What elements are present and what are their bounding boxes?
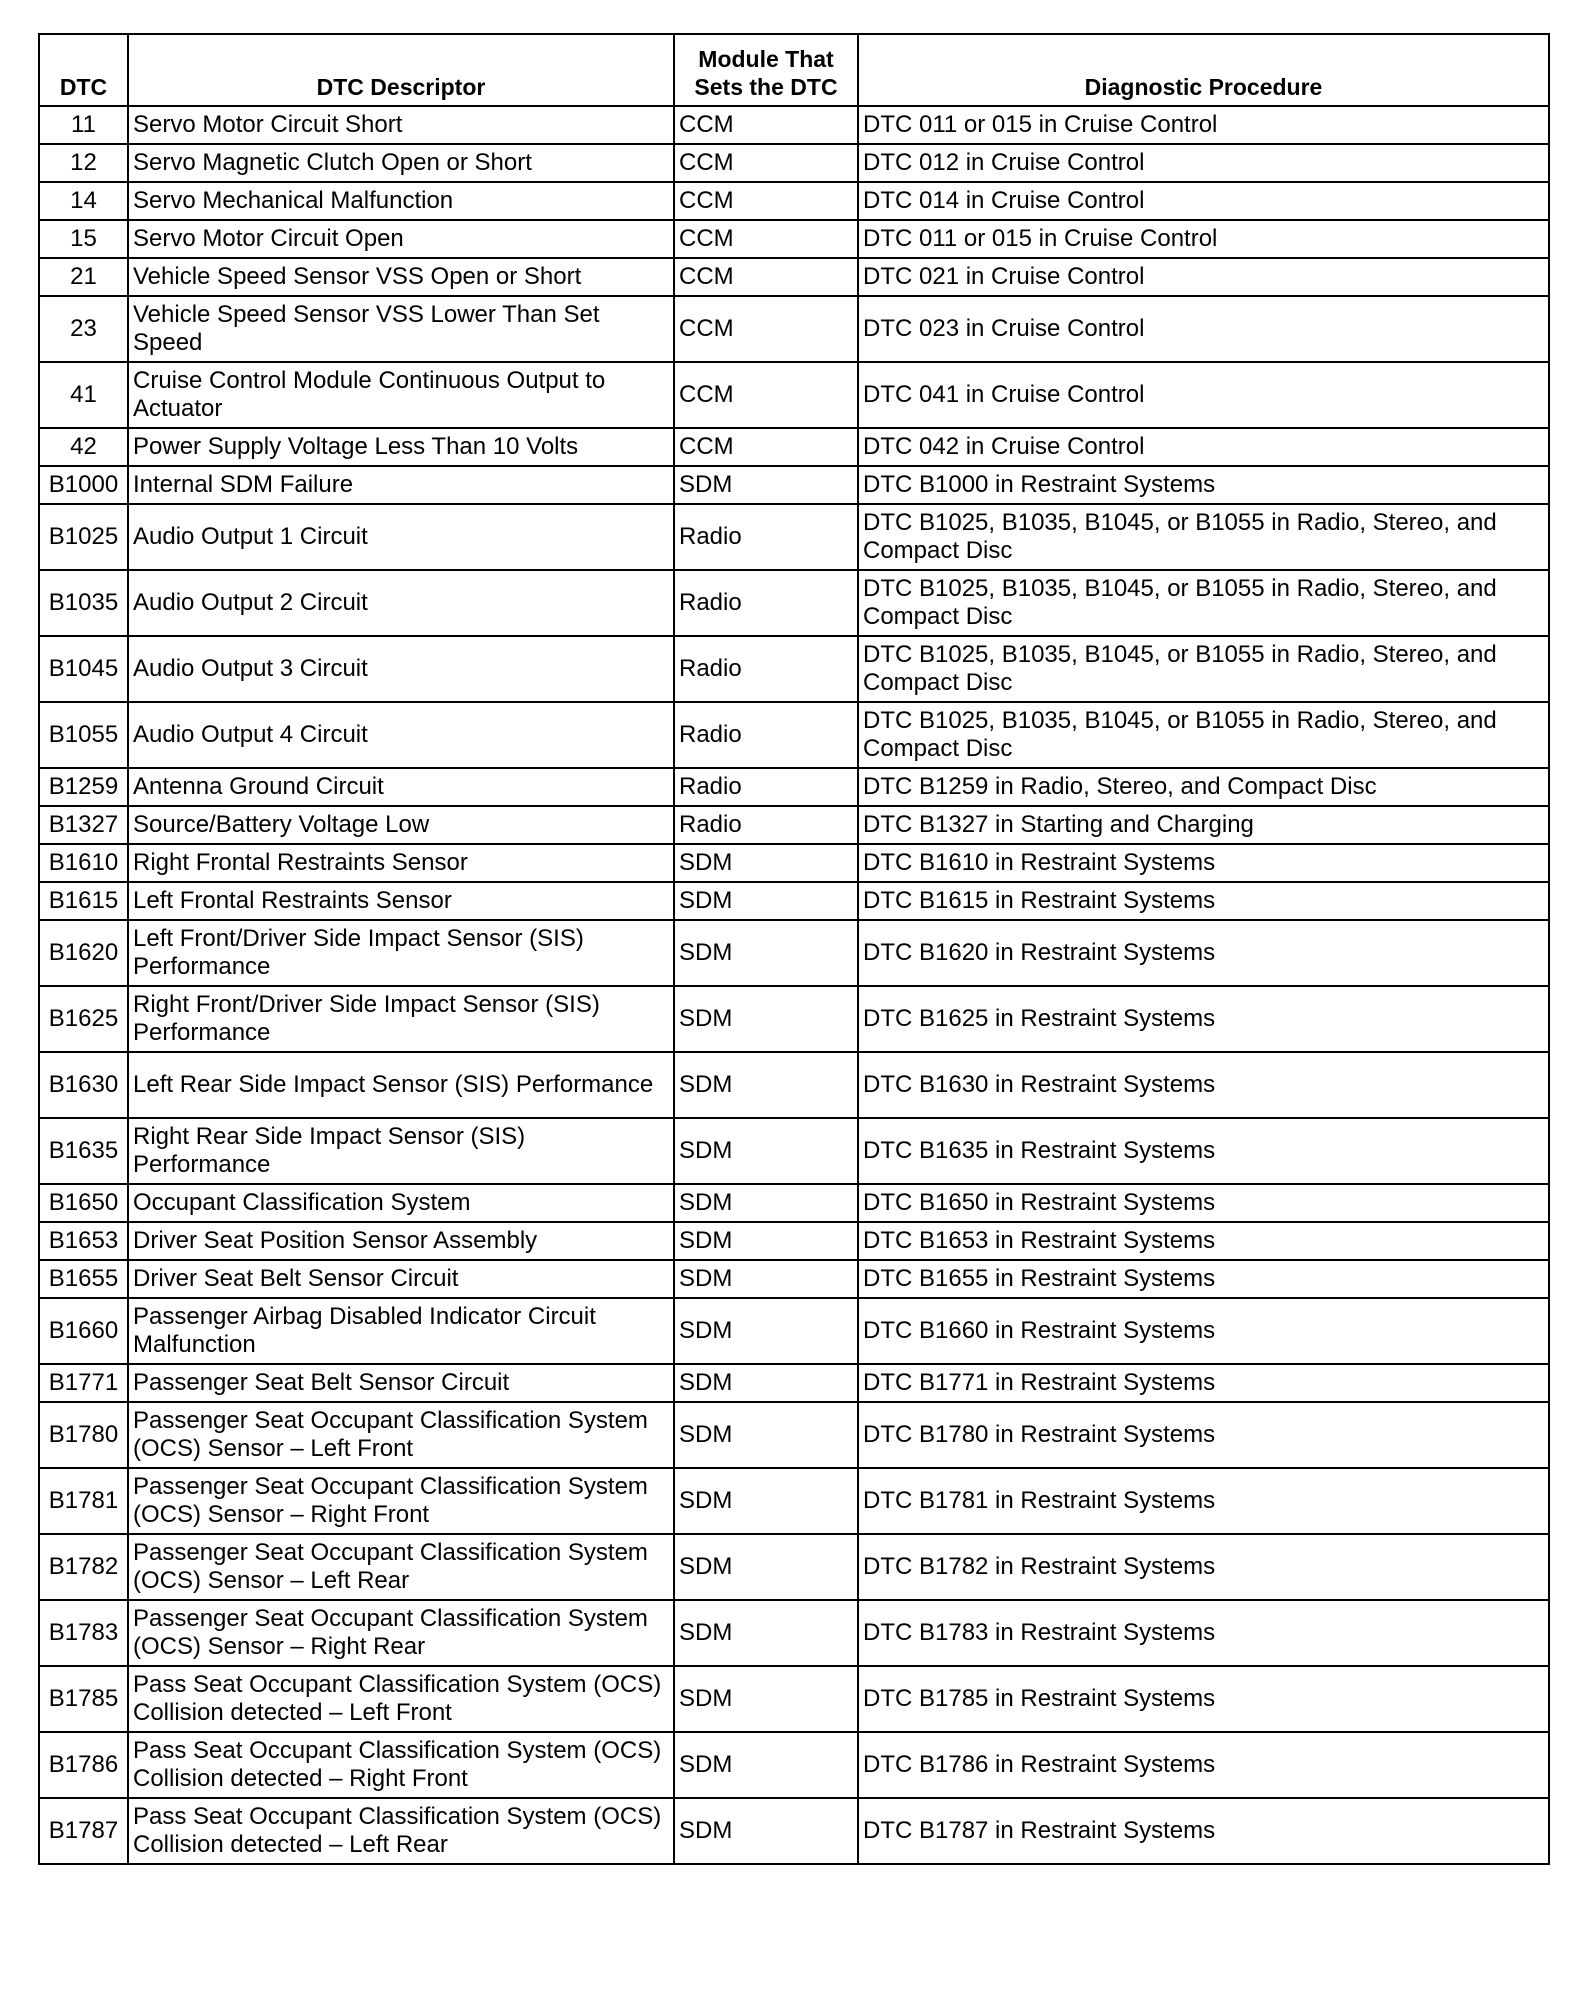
header-descriptor: DTC Descriptor bbox=[128, 34, 674, 106]
module-cell: SDM bbox=[674, 1052, 858, 1118]
procedure-cell: DTC B1615 in Restraint Systems bbox=[858, 882, 1549, 920]
table-row bbox=[39, 702, 1549, 768]
dtc-descriptor-cell: Right Frontal Restraints Sensor bbox=[128, 844, 674, 882]
module-cell: SDM bbox=[674, 844, 858, 882]
procedure-cell: DTC B1787 in Restraint Systems bbox=[858, 1798, 1549, 1864]
procedure-cell: DTC 012 in Cruise Control bbox=[858, 144, 1549, 182]
header-module-line1: Module That bbox=[698, 46, 834, 72]
procedure-cell: DTC B1780 in Restraint Systems bbox=[858, 1402, 1549, 1468]
table-row bbox=[39, 1222, 1549, 1260]
procedure-cell: DTC B1025, B1035, B1045, or B1055 in Radio, Stereo, and Compact Disc bbox=[858, 504, 1549, 570]
procedure-cell: DTC B1000 in Restraint Systems bbox=[858, 466, 1549, 504]
table-row bbox=[39, 882, 1549, 920]
dtc-descriptor-cell: Internal SDM Failure bbox=[128, 466, 674, 504]
dtc-code-cell: B1786 bbox=[39, 1732, 128, 1798]
procedure-cell: DTC B1327 in Starting and Charging bbox=[858, 806, 1549, 844]
procedure-cell: DTC B1650 in Restraint Systems bbox=[858, 1184, 1549, 1222]
module-cell: SDM bbox=[674, 986, 858, 1052]
dtc-code-cell: B1045 bbox=[39, 636, 128, 702]
dtc-descriptor-cell: Audio Output 4 Circuit bbox=[128, 702, 674, 768]
procedure-cell: DTC B1625 in Restraint Systems bbox=[858, 986, 1549, 1052]
procedure-cell: DTC 011 or 015 in Cruise Control bbox=[858, 220, 1549, 258]
table-row bbox=[39, 504, 1549, 570]
dtc-code-cell: B1771 bbox=[39, 1364, 128, 1402]
module-cell: SDM bbox=[674, 1534, 858, 1600]
module-cell: CCM bbox=[674, 296, 858, 362]
procedure-cell: DTC B1025, B1035, B1045, or B1055 in Radio, Stereo, and Compact Disc bbox=[858, 570, 1549, 636]
dtc-descriptor-cell: Vehicle Speed Sensor VSS Open or Short bbox=[128, 258, 674, 296]
table-row bbox=[39, 1364, 1549, 1402]
dtc-code-cell: 21 bbox=[39, 258, 128, 296]
dtc-descriptor-cell: Antenna Ground Circuit bbox=[128, 768, 674, 806]
table-row bbox=[39, 1052, 1549, 1118]
procedure-cell: DTC 041 in Cruise Control bbox=[858, 362, 1549, 428]
module-cell: Radio bbox=[674, 768, 858, 806]
dtc-code-cell: B1783 bbox=[39, 1600, 128, 1666]
dtc-descriptor-cell: Servo Motor Circuit Short bbox=[128, 106, 674, 144]
table-row bbox=[39, 1118, 1549, 1184]
module-cell: CCM bbox=[674, 106, 858, 144]
dtc-descriptor-cell: Driver Seat Position Sensor Assembly bbox=[128, 1222, 674, 1260]
module-cell: SDM bbox=[674, 882, 858, 920]
dtc-code-cell: B1610 bbox=[39, 844, 128, 882]
module-cell: Radio bbox=[674, 636, 858, 702]
dtc-descriptor-cell: Left Front/Driver Side Impact Sensor (SIS) Performance bbox=[128, 920, 674, 986]
dtc-code-cell: B1781 bbox=[39, 1468, 128, 1534]
dtc-descriptor-cell: Servo Mechanical Malfunction bbox=[128, 182, 674, 220]
dtc-descriptor-cell: Passenger Seat Occupant Classification System (OCS) Sensor – Right Front bbox=[128, 1468, 674, 1534]
dtc-code-cell: B1025 bbox=[39, 504, 128, 570]
table-header bbox=[39, 34, 1549, 106]
procedure-cell: DTC B1771 in Restraint Systems bbox=[858, 1364, 1549, 1402]
module-cell: SDM bbox=[674, 1666, 858, 1732]
procedure-cell: DTC B1630 in Restraint Systems bbox=[858, 1052, 1549, 1118]
procedure-cell: DTC 042 in Cruise Control bbox=[858, 428, 1549, 466]
dtc-descriptor-cell: Right Rear Side Impact Sensor (SIS) Performance bbox=[128, 1118, 674, 1184]
module-cell: CCM bbox=[674, 182, 858, 220]
table-row bbox=[39, 182, 1549, 220]
header-procedure: Diagnostic Procedure bbox=[858, 34, 1549, 106]
module-cell: CCM bbox=[674, 220, 858, 258]
table-row bbox=[39, 1298, 1549, 1364]
procedure-cell: DTC B1025, B1035, B1045, or B1055 in Radio, Stereo, and Compact Disc bbox=[858, 702, 1549, 768]
module-cell: Radio bbox=[674, 806, 858, 844]
module-cell: SDM bbox=[674, 1364, 858, 1402]
table-row bbox=[39, 1260, 1549, 1298]
dtc-descriptor-cell: Source/Battery Voltage Low bbox=[128, 806, 674, 844]
dtc-descriptor-cell: Servo Motor Circuit Open bbox=[128, 220, 674, 258]
dtc-descriptor-cell: Left Frontal Restraints Sensor bbox=[128, 882, 674, 920]
dtc-code-cell: 12 bbox=[39, 144, 128, 182]
module-cell: SDM bbox=[674, 1298, 858, 1364]
procedure-cell: DTC B1785 in Restraint Systems bbox=[858, 1666, 1549, 1732]
table-row bbox=[39, 362, 1549, 428]
table-row bbox=[39, 636, 1549, 702]
dtc-code-cell: B1785 bbox=[39, 1666, 128, 1732]
header-module bbox=[674, 34, 858, 106]
dtc-descriptor-cell: Servo Magnetic Clutch Open or Short bbox=[128, 144, 674, 182]
table-row bbox=[39, 1666, 1549, 1732]
dtc-descriptor-cell: Passenger Seat Occupant Classification System (OCS) Sensor – Left Rear bbox=[128, 1534, 674, 1600]
procedure-cell: DTC B1660 in Restraint Systems bbox=[858, 1298, 1549, 1364]
module-cell: CCM bbox=[674, 144, 858, 182]
module-cell: SDM bbox=[674, 466, 858, 504]
dtc-code-cell: B1055 bbox=[39, 702, 128, 768]
table-row bbox=[39, 428, 1549, 466]
dtc-code-cell: B1615 bbox=[39, 882, 128, 920]
table-row bbox=[39, 986, 1549, 1052]
table-row bbox=[39, 1402, 1549, 1468]
table-row bbox=[39, 1600, 1549, 1666]
dtc-code-cell: B1650 bbox=[39, 1184, 128, 1222]
dtc-code-cell: B1625 bbox=[39, 986, 128, 1052]
procedure-cell: DTC 021 in Cruise Control bbox=[858, 258, 1549, 296]
table-row bbox=[39, 106, 1549, 144]
table-row bbox=[39, 258, 1549, 296]
dtc-descriptor-cell: Cruise Control Module Continuous Output to Actuator bbox=[128, 362, 674, 428]
procedure-cell: DTC B1620 in Restraint Systems bbox=[858, 920, 1549, 986]
procedure-cell: DTC B1653 in Restraint Systems bbox=[858, 1222, 1549, 1260]
header-module-line2: Sets the DTC bbox=[694, 74, 838, 100]
dtc-descriptor-cell: Audio Output 2 Circuit bbox=[128, 570, 674, 636]
module-cell: SDM bbox=[674, 1222, 858, 1260]
table-row bbox=[39, 1732, 1549, 1798]
procedure-cell: DTC B1635 in Restraint Systems bbox=[858, 1118, 1549, 1184]
module-cell: SDM bbox=[674, 1468, 858, 1534]
dtc-code-cell: 14 bbox=[39, 182, 128, 220]
dtc-code-cell: 15 bbox=[39, 220, 128, 258]
module-cell: CCM bbox=[674, 428, 858, 466]
dtc-code-cell: B1035 bbox=[39, 570, 128, 636]
dtc-code-cell: B1660 bbox=[39, 1298, 128, 1364]
module-cell: SDM bbox=[674, 1798, 858, 1864]
header-row bbox=[39, 34, 1549, 106]
table-row bbox=[39, 806, 1549, 844]
dtc-code-cell: B1259 bbox=[39, 768, 128, 806]
dtc-code-cell: B1635 bbox=[39, 1118, 128, 1184]
procedure-cell: DTC B1655 in Restraint Systems bbox=[858, 1260, 1549, 1298]
table-row bbox=[39, 1184, 1549, 1222]
module-cell: SDM bbox=[674, 1184, 858, 1222]
header-dtc: DTC bbox=[39, 34, 128, 106]
module-cell: SDM bbox=[674, 1600, 858, 1666]
table-row bbox=[39, 920, 1549, 986]
procedure-cell: DTC B1781 in Restraint Systems bbox=[858, 1468, 1549, 1534]
dtc-code-cell: B1620 bbox=[39, 920, 128, 986]
dtc-code-cell: B1655 bbox=[39, 1260, 128, 1298]
dtc-descriptor-cell: Audio Output 1 Circuit bbox=[128, 504, 674, 570]
dtc-descriptor-cell: Audio Output 3 Circuit bbox=[128, 636, 674, 702]
procedure-cell: DTC B1786 in Restraint Systems bbox=[858, 1732, 1549, 1798]
dtc-descriptor-cell: Passenger Seat Occupant Classification System (OCS) Sensor – Right Rear bbox=[128, 1600, 674, 1666]
dtc-descriptor-cell: Pass Seat Occupant Classification System (OCS) Collision detected – Left Front bbox=[128, 1666, 674, 1732]
procedure-cell: DTC 023 in Cruise Control bbox=[858, 296, 1549, 362]
table-row bbox=[39, 296, 1549, 362]
procedure-cell: DTC B1783 in Restraint Systems bbox=[858, 1600, 1549, 1666]
procedure-cell: DTC B1025, B1035, B1045, or B1055 in Radio, Stereo, and Compact Disc bbox=[858, 636, 1549, 702]
dtc-code-cell: B1000 bbox=[39, 466, 128, 504]
table-row bbox=[39, 466, 1549, 504]
dtc-descriptor-cell: Vehicle Speed Sensor VSS Lower Than Set Speed bbox=[128, 296, 674, 362]
dtc-descriptor-cell: Passenger Airbag Disabled Indicator Circuit Malfunction bbox=[128, 1298, 674, 1364]
module-cell: SDM bbox=[674, 920, 858, 986]
dtc-descriptor-cell: Pass Seat Occupant Classification System (OCS) Collision detected – Right Front bbox=[128, 1732, 674, 1798]
dtc-code-cell: B1653 bbox=[39, 1222, 128, 1260]
table-row bbox=[39, 1468, 1549, 1534]
dtc-code-cell: B1787 bbox=[39, 1798, 128, 1864]
dtc-descriptor-cell: Occupant Classification System bbox=[128, 1184, 674, 1222]
table-row bbox=[39, 220, 1549, 258]
table-body bbox=[39, 106, 1549, 1864]
dtc-descriptor-cell: Left Rear Side Impact Sensor (SIS) Performance bbox=[128, 1052, 674, 1118]
dtc-table bbox=[38, 33, 1550, 1865]
table-row bbox=[39, 144, 1549, 182]
dtc-code-cell: 42 bbox=[39, 428, 128, 466]
dtc-descriptor-cell: Passenger Seat Occupant Classification System (OCS) Sensor – Left Front bbox=[128, 1402, 674, 1468]
dtc-descriptor-cell: Driver Seat Belt Sensor Circuit bbox=[128, 1260, 674, 1298]
dtc-descriptor-cell: Passenger Seat Belt Sensor Circuit bbox=[128, 1364, 674, 1402]
table-row bbox=[39, 1534, 1549, 1600]
module-cell: SDM bbox=[674, 1260, 858, 1298]
dtc-code-cell: B1780 bbox=[39, 1402, 128, 1468]
dtc-code-cell: B1782 bbox=[39, 1534, 128, 1600]
module-cell: SDM bbox=[674, 1402, 858, 1468]
procedure-cell: DTC 011 or 015 in Cruise Control bbox=[858, 106, 1549, 144]
dtc-descriptor-cell: Right Front/Driver Side Impact Sensor (SIS) Performance bbox=[128, 986, 674, 1052]
table-row bbox=[39, 1798, 1549, 1864]
module-cell: Radio bbox=[674, 504, 858, 570]
module-cell: SDM bbox=[674, 1118, 858, 1184]
procedure-cell: DTC 014 in Cruise Control bbox=[858, 182, 1549, 220]
module-cell: Radio bbox=[674, 702, 858, 768]
module-cell: Radio bbox=[674, 570, 858, 636]
dtc-code-cell: B1630 bbox=[39, 1052, 128, 1118]
dtc-code-cell: 11 bbox=[39, 106, 128, 144]
procedure-cell: DTC B1610 in Restraint Systems bbox=[858, 844, 1549, 882]
module-cell: CCM bbox=[674, 362, 858, 428]
dtc-code-cell: 23 bbox=[39, 296, 128, 362]
dtc-code-cell: 41 bbox=[39, 362, 128, 428]
table-row bbox=[39, 768, 1549, 806]
module-cell: SDM bbox=[674, 1732, 858, 1798]
dtc-descriptor-cell: Power Supply Voltage Less Than 10 Volts bbox=[128, 428, 674, 466]
module-cell: CCM bbox=[674, 258, 858, 296]
table-row bbox=[39, 570, 1549, 636]
procedure-cell: DTC B1259 in Radio, Stereo, and Compact Disc bbox=[858, 768, 1549, 806]
procedure-cell: DTC B1782 in Restraint Systems bbox=[858, 1534, 1549, 1600]
dtc-code-cell: B1327 bbox=[39, 806, 128, 844]
dtc-descriptor-cell: Pass Seat Occupant Classification System (OCS) Collision detected – Left Rear bbox=[128, 1798, 674, 1864]
table-row bbox=[39, 844, 1549, 882]
